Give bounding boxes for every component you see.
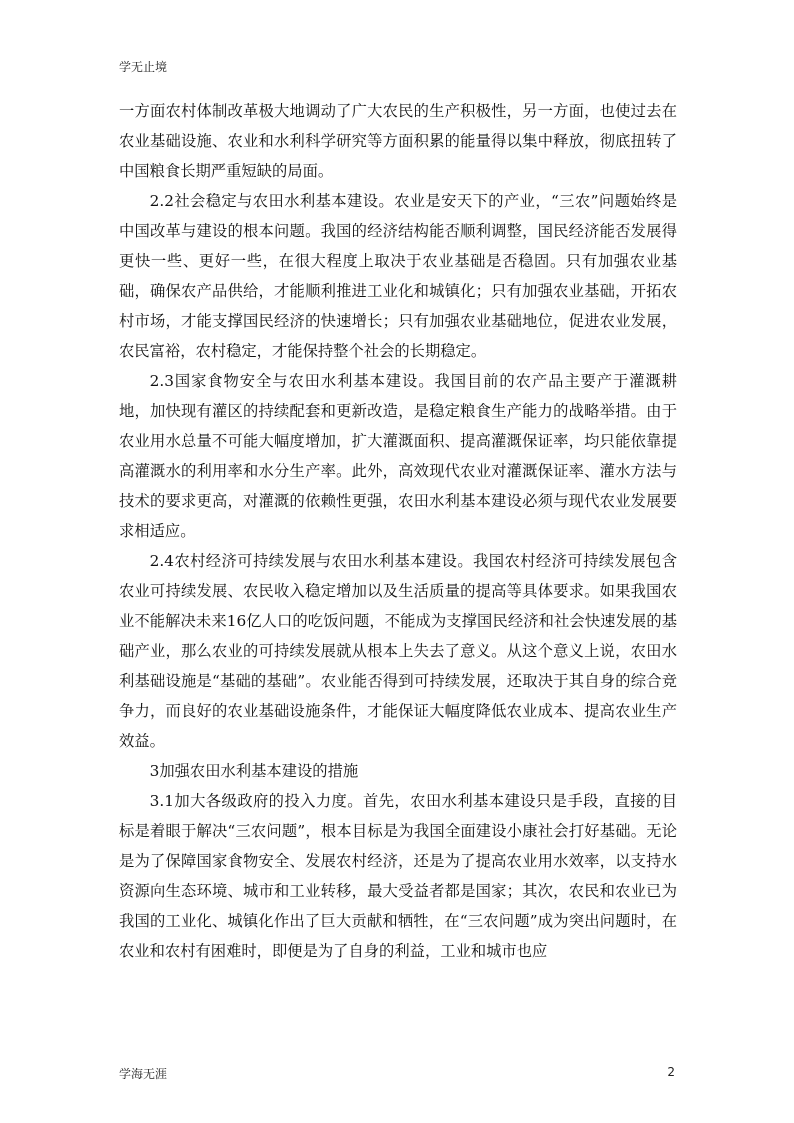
paragraph-2-2: 2.2社会稳定与农田水利基本建设。农业是安天下的产业，“三农”问题始终是中国改革与建设的根本问题。我国的经济结构能否顺利调整，国民经济能否发展得更快一些、更好一些，在很大程度上取决于农业基础是否稳固。只有加强农业基础，确保农产品供给，才能顺利推进工业化和城镇化；只有加强农业基础，开拓农村市场，才能支撑国民经济的快速增长；只有加强农业基础地位，促进农业发展，农民富裕，农村稳定，才能保持整个社会的长期稳定。 [119, 192, 677, 360]
paragraph-continuation: 一方面农村体制改革极大地调动了广大农民的生产积极性，另一方面，也使过去在农业基础设施、农业和水利科学研究等方面积累的能量得以集中释放，彻底扭转了中国粮食长期严重短缺的局面。 [119, 102, 677, 180]
paragraph-2-4: 2.4农村经济可持续发展与农田水利基本建设。我国农村经济可持续发展包含农业可持续发展、农民收入稳定增加以及生活质量的提高等具体要求。如果我国农业不能解决未来16亿人口的吃饭问题，不能成为支撑国民经济和社会快速发展的基础产业，那么农业的可持续发展就从根本上失去了意义。从这个意义上说，农田水利基础设施是“基础的基础”。农业能否得到可持续发展，还取决于其自身的综合竞争力，而良好的农业基础设施条件，才能保证大幅度降低农业成本、提高农业生产效益。 [119, 552, 677, 750]
page-number: 2 [667, 1065, 675, 1079]
document-body [119, 96, 677, 966]
paragraph-3-1: 3.1加大各级政府的投入力度。首先，农田水利基本建设只是手段，直接的目标是着眼于解决“三农问题”，根本目标是为我国全面建设小康社会打好基础。无论是为了保障国家食物安全、发展农村经济，还是为了提高农业用水效率，以支持水资源向生态环境、城市和工业转移，最大受益者都是国家；其次，农民和农业已为我国的工业化、城镇化作出了巨大贡献和牺牲，在“三农问题”成为突出问题时，在农业和农村有困难时，即便是为了自身的利益，工业和城市也应 [119, 792, 677, 960]
page-header: 学无止境 [119, 60, 168, 74]
section-heading-3: 3加强农田水利基本建设的措施 [149, 762, 359, 780]
page-footer: 学海无涯 [119, 1067, 168, 1081]
paragraph-2-3: 2.3国家食物安全与农田水利基本建设。我国目前的农产品主要产于灌溉耕地，加快现有灌区的持续配套和更新改造，是稳定粮食生产能力的战略举措。由于农业用水总量不可能大幅度增加，扩大灌溉面积、提高灌溉保证率，均只能依靠提高灌溉水的利用率和水分生产率。此外，高效现代农业对灌溉保证率、灌水方法与技术的要求更高，对灌溉的依赖性更强，农田水利基本建设必须与现代农业发展要求相适应。 [119, 372, 677, 540]
